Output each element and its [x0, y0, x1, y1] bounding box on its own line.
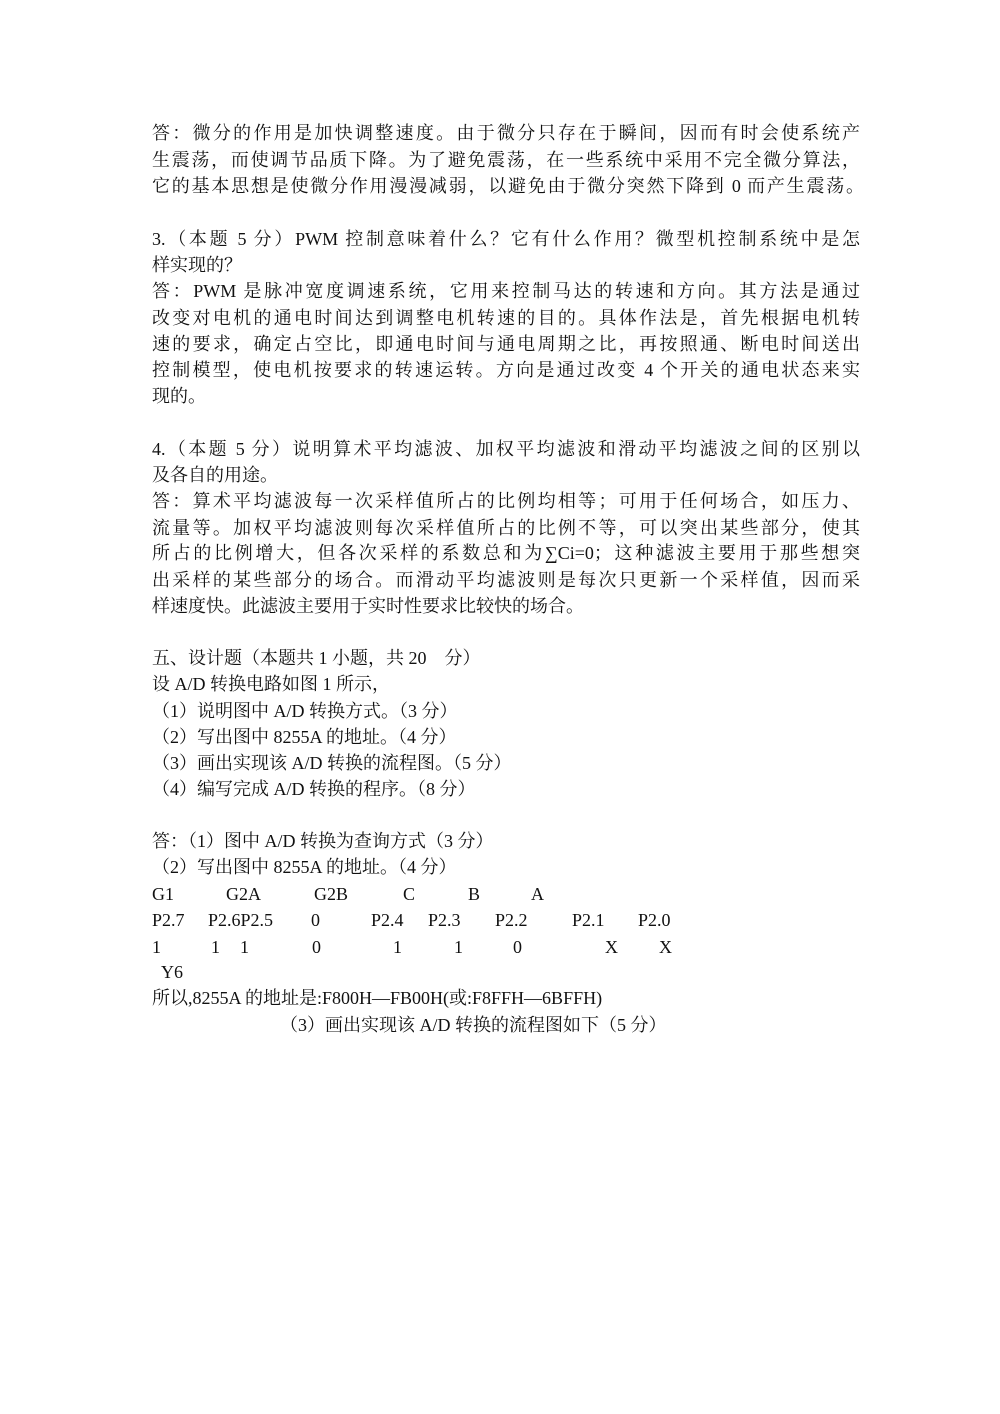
answer-text: 改变对电机的通电时间达到调整电机转速的目的。具体作法是，首先根据电机转: [152, 308, 860, 328]
table-cell: X: [605, 937, 618, 957]
answer-text: 现的。: [152, 386, 206, 406]
address-result: 所以,8255A 的地址是:F800H—FB00H(或:F8FFH—6BFFH): [152, 988, 603, 1008]
table-cell: G2A: [226, 884, 261, 904]
table-cell: 1: [152, 937, 161, 957]
answer-text: 所占的比例增大，但各次采样的系数总和为∑Ci=0；这种滤波主要用于那些想突: [152, 543, 860, 563]
table-cell: 0: [513, 937, 522, 957]
text-line: 它的基本思想是使微分作用漫漫减弱，以避免由于微分突然下降到 0 而产生震荡。: [152, 176, 864, 196]
table-cell: P2.1: [572, 910, 605, 930]
question-text: 及各自的用途。: [152, 465, 278, 485]
question-text: 4.（本题 5 分）说明算术平均滤波、加权平均滤波和滑动平均滤波之间的区别以: [152, 439, 860, 459]
table-cell: B: [468, 884, 481, 904]
answer-3: （3）画出实现该 A/D 转换的流程图如下（5 分）: [280, 1015, 667, 1035]
sub-question: （2）写出图中 8255A 的地址。（4 分）: [152, 727, 457, 747]
table-cell: 1: [211, 937, 220, 957]
table-cell: G2B: [314, 884, 349, 904]
table-cell: X: [659, 937, 672, 957]
table-cell: G1: [152, 884, 174, 904]
table-output: Y6: [161, 962, 183, 982]
table-cell: 1: [393, 937, 402, 957]
table-cell: 1: [240, 937, 249, 957]
table-cell: 1: [454, 937, 463, 957]
section-title: 五、设计题（本题共 1 小题，共 20 分）: [152, 648, 481, 668]
answer-text: 答：算术平均滤波每一次采样值所占的比例均相等；可用于任何场合，如压力、: [152, 491, 860, 511]
table-cell: 0: [312, 937, 321, 957]
table-cell: P2.6P2.5: [208, 910, 274, 930]
question-text: 样实现的？: [152, 255, 242, 275]
answer-text: 流量等。加权平均滤波则每次采样值所占的比例不等，可以突出某些部分，使其: [152, 518, 860, 538]
answer-text: 答：PWM 是脉冲宽度调速系统，它用来控制马达的转速和方向。其方法是通过: [152, 281, 860, 301]
table-cell: C: [403, 884, 416, 904]
answer-text: 控制模型，使电机按要求的转速运转。方向是通过改变 4 个开关的通电状态来实: [152, 360, 860, 380]
section-intro: 设 A/D 转换电路如图 1 所示，: [152, 674, 390, 694]
table-cell: 0: [311, 910, 320, 930]
table-cell: P2.0: [638, 910, 671, 930]
sub-question: （3）画出实现该 A/D 转换的流程图。（5 分）: [152, 753, 512, 773]
table-cell: P2.2: [495, 910, 528, 930]
answer-2: （2）写出图中 8255A 的地址。（4 分）: [152, 857, 457, 877]
text-line: 答：微分的作用是加快调整速度。由于微分只存在于瞬间，因而有时会使系统产: [152, 123, 860, 143]
answer-text: 出采样的某些部分的场合。而滑动平均滤波则是每次只更新一个采样值，因而采: [152, 570, 860, 590]
question-text: 3.（本题 5 分）PWM 控制意味着什么？它有什么作用？微型机控制系统中是怎: [152, 229, 860, 249]
answer-text: 样速度快。此滤波主要用于实时性要求比较快的场合。: [152, 596, 584, 616]
table-cell: P2.4: [371, 910, 404, 930]
sub-question: （1）说明图中 A/D 转换方式。（3 分）: [152, 701, 458, 721]
text-line: 生震荡，而使调节品质下降。为了避免震荡，在一些系统中采用不完全微分算法，: [152, 150, 860, 170]
table-cell: P2.3: [428, 910, 461, 930]
answer-1: 答：（1）图中 A/D 转换为查询方式（3 分）: [152, 831, 494, 851]
answer-text: 速的要求，确定占空比，即通电时间与通电周期之比，再按照通、断电时间送出: [152, 334, 860, 354]
table-cell: P2.7: [152, 910, 185, 930]
sub-question: （4）编写完成 A/D 转换的程序。（8 分）: [152, 779, 476, 799]
table-cell: A: [531, 884, 544, 904]
